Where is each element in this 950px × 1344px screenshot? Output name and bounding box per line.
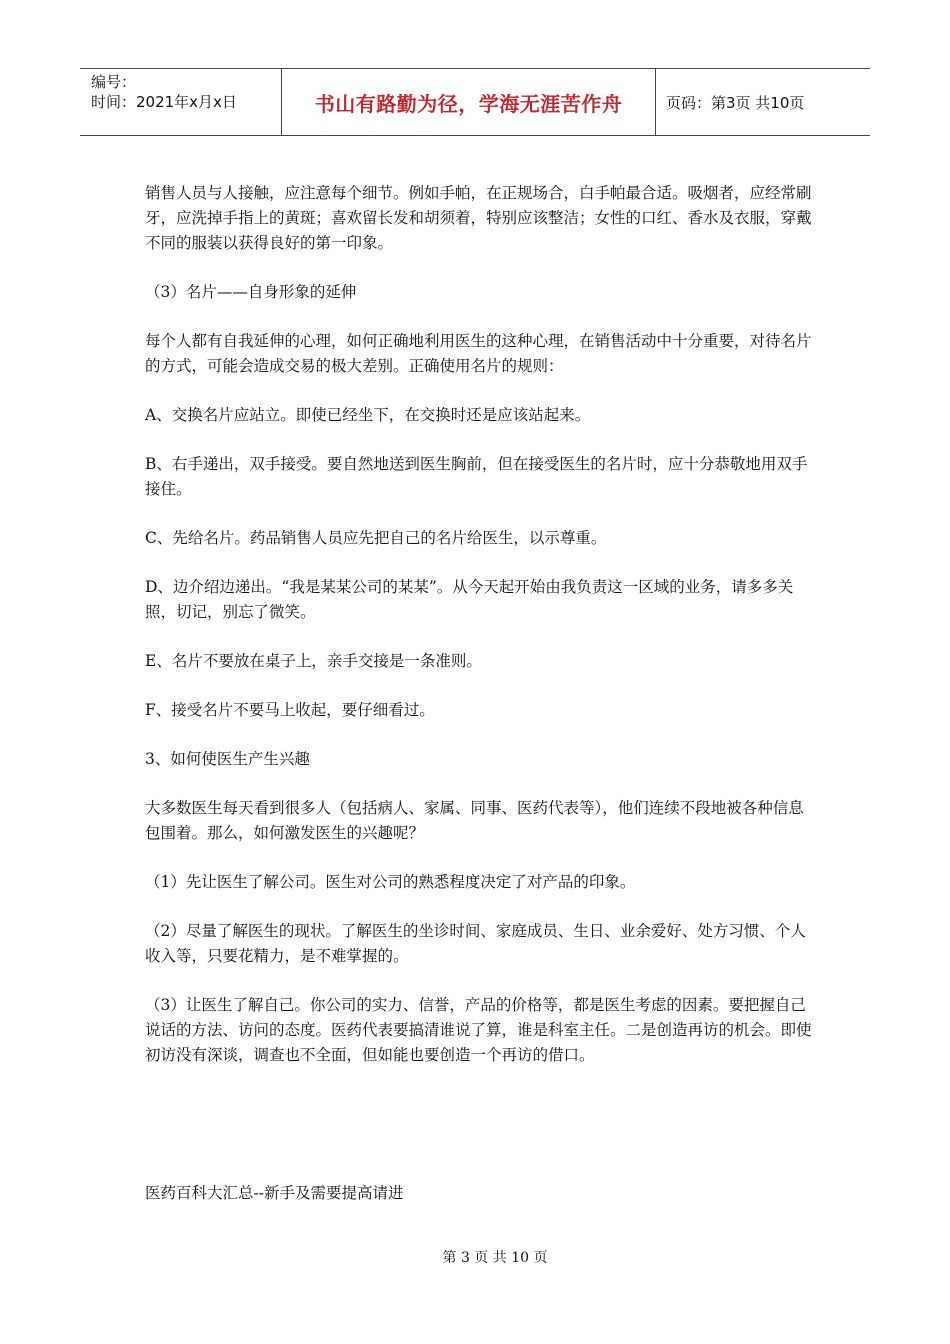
- footer-doc-title: 医药百科大汇总--新手及需要提高请进: [145, 1184, 404, 1202]
- document-body: [145, 181, 815, 1092]
- list-item: （3）让医生了解自己。你公司的实力、信誉，产品的价格等，都是医生考虑的因素。要把握自己说话的方法、访问的态度。医药代表要搞清谁说了算，谁是科室主任。二是创造再访的机会。即使初访没有深谈，调查也不全面，但如能也要创造一个再访的借口。: [145, 996, 812, 1064]
- rule-item: C、先给名片。药品销售人员应先把自己的名片给医生，以示尊重。: [145, 529, 607, 547]
- paragraph: 销售人员与人接触，应注意每个细节。例如手帕，在正规场合，白手帕最合适。吸烟者，应经常刷牙，应洗掉手指上的黄斑；喜欢留长发和胡须着，特别应该整洁；女性的口红、香水及衣服，穿戴不同的服装以获得良好的第一印象。: [145, 184, 812, 252]
- rule-item: B、右手递出，双手接受。要自然地送到医生胸前，但在接受医生的名片时，应十分恭敬地用双手接住。: [145, 455, 808, 498]
- list-item: （2）尽量了解医生的现状。了解医生的坐诊时间、家庭成员、生日、业余爱好、处方习惯、个人收入等，只要花精力，是不难掌握的。: [145, 922, 806, 965]
- paragraph: 每个人都有自我延伸的心理，如何正确地利用医生的这种心理，在销售活动中十分重要，对待名片的方式，可能会造成交易的极大差别。正确使用名片的规则：: [145, 332, 812, 375]
- document-header: [80, 68, 870, 136]
- section-heading: （3）名片——自身形象的延伸: [145, 283, 357, 301]
- page-number: 第 3 页 共 10 页: [442, 1250, 548, 1266]
- rule-item: A、交换名片应站立。即使已经坐下，在交换时还是应该站起来。: [145, 406, 591, 424]
- rule-item: E、名片不要放在桌子上，亲手交接是一条准则。: [145, 652, 482, 670]
- paragraph: 大多数医生每天看到很多人（包括病人、家属、同事、医药代表等），他们连续不段地被各种信息包围着。那么，如何激发医生的兴趣呢？: [145, 799, 804, 842]
- rule-item: F、接受名片不要马上收起，要仔细看过。: [145, 701, 435, 719]
- section-heading: 3、如何使医生产生兴趣: [145, 750, 310, 768]
- header-meta: [80, 69, 281, 135]
- rule-item: D、边介绍边递出。“我是某某公司的某某”。从今天起开始由我负责这一区域的业务，请多多关照，切记，别忘了微笑。: [145, 578, 794, 621]
- date-label: 时间：2021年x月x日: [91, 93, 237, 111]
- number-label: 编号：: [91, 73, 137, 91]
- header-motto: 书山有路勤为径，学海无涯苦作舟: [281, 69, 656, 135]
- header-page-label: 页码：第3页 共10页: [666, 93, 805, 112]
- list-item: （1）先让医生了解公司。医生对公司的熟悉程度决定了对产品的印象。: [145, 873, 636, 891]
